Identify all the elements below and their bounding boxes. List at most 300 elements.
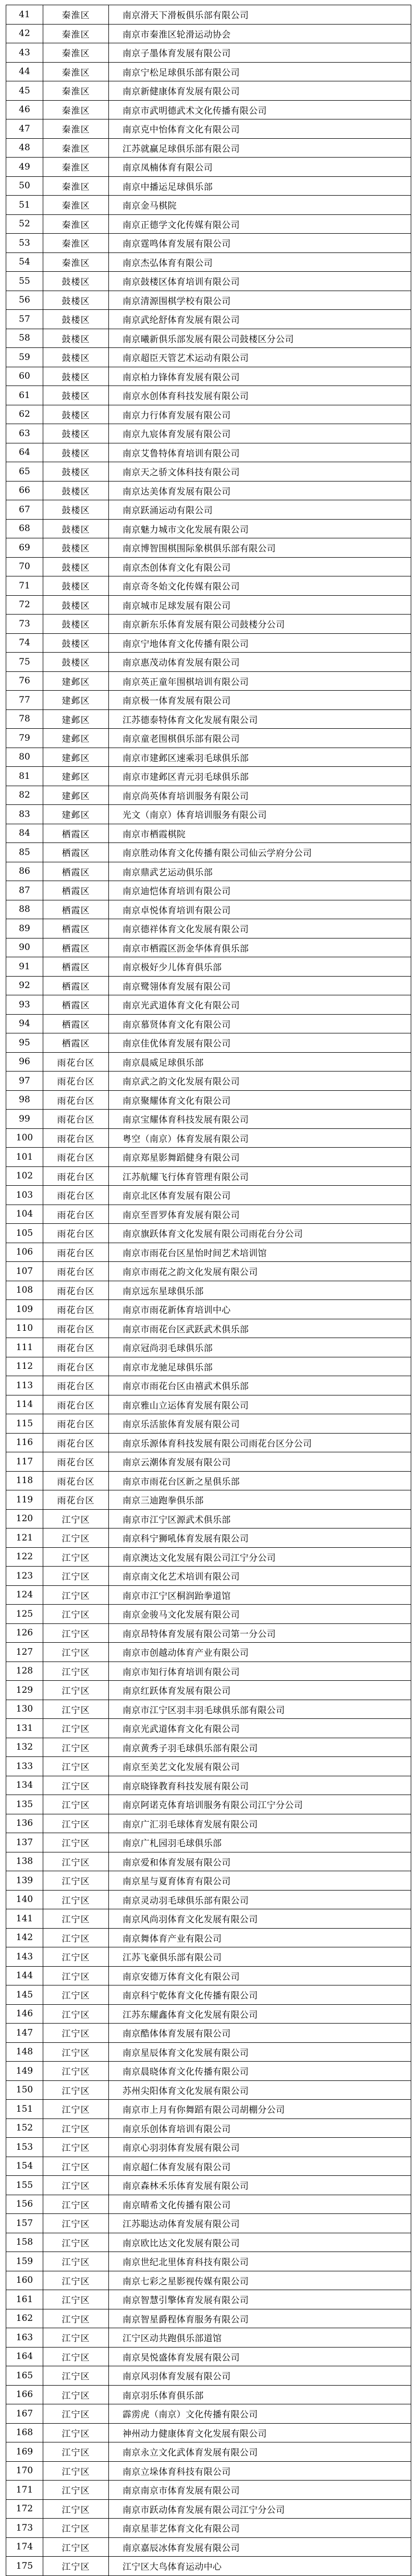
row-number-cell: 90	[6, 938, 43, 957]
table-row	[6, 1852, 411, 1871]
table-row	[6, 557, 411, 576]
row-number-cell: 134	[6, 1776, 43, 1795]
row-number-cell: 51	[6, 196, 43, 215]
district-cell: 雨花台区	[43, 1490, 109, 1510]
district-cell: 江宁区	[43, 2062, 109, 2081]
organization-name-cell: 南京佳优体育发展有限公司	[109, 1033, 411, 1053]
district-cell: 秦淮区	[43, 24, 109, 43]
organization-name-cell: 江苏聪达动体育发展有限公司	[109, 2214, 411, 2233]
row-number-cell: 46	[6, 100, 43, 119]
organization-name-cell: 江苏就赢足球俱乐部有限公司	[109, 138, 411, 158]
district-cell: 鼓楼区	[43, 329, 109, 348]
row-number-cell: 65	[6, 462, 43, 482]
organization-name-cell: 南京武之韵文化发展有限公司	[109, 1072, 411, 1091]
table-row	[6, 2138, 411, 2157]
table-row	[6, 2100, 411, 2119]
row-number-cell: 158	[6, 2233, 43, 2252]
row-number-cell: 128	[6, 1662, 43, 1681]
district-cell: 鼓楼区	[43, 653, 109, 672]
district-cell: 秦淮区	[43, 100, 109, 119]
organization-name-cell: 南京星辰体育文化发展有限公司	[109, 2042, 411, 2062]
table-row	[6, 2481, 411, 2500]
table-row	[6, 1243, 411, 1262]
table-row	[6, 615, 411, 634]
district-cell: 江宁区	[43, 2537, 109, 2557]
table-row	[6, 329, 411, 348]
district-cell: 栖霞区	[43, 919, 109, 938]
table-row	[6, 1585, 411, 1605]
district-cell: 江宁区	[43, 1738, 109, 1757]
district-cell: 鼓楼区	[43, 272, 109, 291]
table-row	[6, 1757, 411, 1776]
row-number-cell: 95	[6, 1033, 43, 1053]
row-number-cell: 105	[6, 1224, 43, 1243]
organization-name-cell: 霹雳虎（南京）文化传播有限公司	[109, 2404, 411, 2424]
row-number-cell: 75	[6, 653, 43, 672]
district-cell: 鼓楼区	[43, 576, 109, 596]
organization-name-cell: 南京新健康体育发展有限公司	[109, 81, 411, 101]
district-cell: 江宁区	[43, 1776, 109, 1795]
table-row	[6, 2233, 411, 2252]
organization-name-cell: 南京天之骄文体科技有限公司	[109, 462, 411, 482]
table-row	[6, 1090, 411, 1110]
organization-name-cell: 南京广札园羽毛球俱乐部	[109, 1833, 411, 1852]
table-row	[6, 1547, 411, 1567]
table-row	[6, 1452, 411, 1472]
organization-name-cell: 南京跃涌运动有限公司	[109, 500, 411, 520]
table-row	[6, 2404, 411, 2424]
organization-name-cell: 南京星与夏育体育有限公司	[109, 1871, 411, 1891]
organization-name-cell: 南京惠茂动体育发展有限公司	[109, 653, 411, 672]
table-row	[6, 2214, 411, 2233]
organization-name-cell: 南京光武道体育文化有限公司	[109, 995, 411, 1015]
organization-name-cell: 江苏东耀鑫体育文化发展有限公司	[109, 2004, 411, 2024]
organization-name-cell: 南京晴希文化传播有限公司	[109, 2195, 411, 2214]
table-row	[6, 786, 411, 805]
district-cell: 江宁区	[43, 1909, 109, 1929]
row-number-cell: 48	[6, 138, 43, 158]
district-cell: 鼓楼区	[43, 405, 109, 424]
row-number-cell: 155	[6, 2176, 43, 2195]
row-number-cell: 136	[6, 1814, 43, 1833]
organization-name-cell: 南京星菲艺体育文化有限公司	[109, 2519, 411, 2538]
table-row	[6, 995, 411, 1015]
row-number-cell: 88	[6, 900, 43, 919]
row-number-cell: 133	[6, 1757, 43, 1776]
district-cell: 雨花台区	[43, 1128, 109, 1148]
table-row	[6, 119, 411, 139]
table-row	[6, 2366, 411, 2386]
district-cell: 雨花台区	[43, 1110, 109, 1129]
organization-name-cell: 南京市龙驰足球俱乐部	[109, 1357, 411, 1376]
table-row	[6, 2537, 411, 2557]
organization-name-cell: 南京曦新俱乐部发展有限公司鼓楼区分公司	[109, 329, 411, 348]
district-cell: 江宁区	[43, 1890, 109, 1909]
table-row	[6, 2557, 411, 2576]
row-number-cell: 127	[6, 1643, 43, 1662]
district-cell: 江宁区	[43, 2519, 109, 2538]
table-row	[6, 1395, 411, 1414]
row-number-cell: 47	[6, 119, 43, 139]
organization-name-cell: 南京市江宁区源武术俱乐部	[109, 1509, 411, 1528]
table-row	[6, 1376, 411, 1395]
row-number-cell: 58	[6, 329, 43, 348]
district-cell: 雨花台区	[43, 1319, 109, 1338]
row-number-cell: 143	[6, 1947, 43, 1967]
organization-name-cell: 南京晨威足球俱乐部	[109, 1052, 411, 1072]
district-cell: 江宁区	[43, 1528, 109, 1548]
organization-name-cell: 南京尚英体育培训服务有限公司	[109, 786, 411, 805]
row-number-cell: 137	[6, 1833, 43, 1852]
table-row	[6, 1205, 411, 1224]
organization-name-cell: 粤空（南京）体育发展有限公司	[109, 1128, 411, 1148]
organization-name-cell: 南京远东星球俱乐部	[109, 1281, 411, 1300]
row-number-cell: 69	[6, 538, 43, 558]
row-number-cell: 59	[6, 348, 43, 367]
district-cell: 鼓楼区	[43, 386, 109, 405]
district-cell: 建邺区	[43, 805, 109, 824]
table-row	[6, 519, 411, 538]
row-number-cell: 111	[6, 1338, 43, 1357]
table-row	[6, 1985, 411, 2005]
row-number-cell: 139	[6, 1871, 43, 1891]
table-row	[6, 196, 411, 215]
table-row	[6, 843, 411, 862]
row-number-cell: 148	[6, 2042, 43, 2062]
row-number-cell: 77	[6, 691, 43, 710]
row-number-cell: 57	[6, 310, 43, 329]
organization-name-cell: 南京黄秀子羽毛球俱乐部有限公司	[109, 1738, 411, 1757]
organization-name-cell: 南京宁地体育文化传播有限公司	[109, 633, 411, 653]
district-cell: 鼓楼区	[43, 291, 109, 310]
organization-name-cell: 江苏飞豪俱乐部有限公司	[109, 1947, 411, 1967]
district-cell: 江宁区	[43, 1643, 109, 1662]
organization-name-cell: 南京风尚羽体育文化发展有限公司	[109, 1909, 411, 1929]
row-number-cell: 162	[6, 2309, 43, 2328]
district-cell: 秦淮区	[43, 81, 109, 101]
row-number-cell: 99	[6, 1110, 43, 1129]
district-cell: 江宁区	[43, 2423, 109, 2442]
row-number-cell: 98	[6, 1090, 43, 1110]
table-row	[6, 1166, 411, 1186]
table-row	[6, 938, 411, 957]
row-number-cell: 81	[6, 767, 43, 786]
row-number-cell: 159	[6, 2252, 43, 2271]
organization-name-cell: 江苏德泰特体育文化发展有限公司	[109, 709, 411, 729]
table-row	[6, 1814, 411, 1833]
district-cell: 江宁区	[43, 2461, 109, 2481]
organization-name-cell: 南京广汇羽毛球体育发展有限公司	[109, 1814, 411, 1833]
organization-name-cell: 南京安德万体育文化有限公司	[109, 1966, 411, 1985]
table-row	[6, 881, 411, 900]
table-row	[6, 81, 411, 101]
table-row	[6, 691, 411, 710]
district-cell: 栖霞区	[43, 1014, 109, 1033]
organization-name-cell: 南京乐创体育培训有限公司	[109, 2118, 411, 2138]
row-number-cell: 150	[6, 2080, 43, 2100]
table-row	[6, 252, 411, 272]
table-row	[6, 1110, 411, 1129]
district-cell: 雨花台区	[43, 1281, 109, 1300]
row-number-cell: 78	[6, 709, 43, 729]
row-number-cell: 52	[6, 214, 43, 234]
table-row	[6, 671, 411, 691]
district-cell: 鼓楼区	[43, 443, 109, 462]
table-row	[6, 576, 411, 596]
district-cell: 建邺区	[43, 729, 109, 748]
district-cell: 鼓楼区	[43, 615, 109, 634]
organization-name-cell: 南京奇冬始文化传媒有限公司	[109, 576, 411, 596]
district-cell: 秦淮区	[43, 196, 109, 215]
district-cell: 江宁区	[43, 2157, 109, 2176]
organization-name-cell: 南京力行体育发展有限公司	[109, 405, 411, 424]
table-row	[6, 1033, 411, 1053]
district-cell: 建邺区	[43, 767, 109, 786]
row-number-cell: 130	[6, 1700, 43, 1719]
district-cell: 江宁区	[43, 2024, 109, 2043]
table-row	[6, 234, 411, 253]
organization-name-cell: 南京魅力城市文化发展有限公司	[109, 519, 411, 538]
table-row	[6, 2157, 411, 2176]
row-number-cell: 132	[6, 1738, 43, 1757]
row-number-cell: 71	[6, 576, 43, 596]
district-cell: 江宁区	[43, 1509, 109, 1528]
table-row	[6, 595, 411, 615]
district-cell: 雨花台区	[43, 1148, 109, 1167]
row-number-cell: 45	[6, 81, 43, 101]
district-cell: 江宁区	[43, 1795, 109, 1814]
organization-name-cell: 南京云潮体育发展有限公司	[109, 1452, 411, 1472]
table-row	[6, 1128, 411, 1148]
district-cell: 江宁区	[43, 2042, 109, 2062]
district-cell: 建邺区	[43, 671, 109, 691]
table-row	[6, 2328, 411, 2348]
organization-name-cell: 南京卓悦体育培训有限公司	[109, 900, 411, 919]
district-cell: 栖霞区	[43, 843, 109, 862]
table-row	[6, 862, 411, 881]
row-number-cell: 161	[6, 2290, 43, 2309]
row-number-cell: 62	[6, 405, 43, 424]
organization-name-cell: 南京正德学文化传媒有限公司	[109, 214, 411, 234]
row-number-cell: 112	[6, 1357, 43, 1376]
table-row	[6, 633, 411, 653]
district-cell: 建邺区	[43, 748, 109, 767]
organization-name-cell: 南京阿诺克体育培训服务有限公司江宁分公司	[109, 1795, 411, 1814]
table-row	[6, 1224, 411, 1243]
row-number-cell: 64	[6, 443, 43, 462]
table-row	[6, 2347, 411, 2366]
row-number-cell: 142	[6, 1928, 43, 1947]
row-number-cell: 61	[6, 386, 43, 405]
organization-name-cell: 南京霆鸣体育发展有限公司	[109, 234, 411, 253]
district-cell: 建邺区	[43, 691, 109, 710]
row-number-cell: 54	[6, 252, 43, 272]
district-cell: 江宁区	[43, 1719, 109, 1738]
table-row	[6, 405, 411, 424]
organization-name-cell: 神州动力健康体育文化发展有限公司	[109, 2423, 411, 2442]
table-row	[6, 1014, 411, 1033]
organization-name-cell: 南京英正童年围棋培训有限公司	[109, 671, 411, 691]
organization-name-cell: 南京澳达文化发展有限公司江宁分公司	[109, 1547, 411, 1567]
organization-name-cell: 南京克中怡体育文化有限公司	[109, 119, 411, 139]
district-cell: 雨花台区	[43, 1072, 109, 1091]
district-cell: 江宁区	[43, 2118, 109, 2138]
district-cell: 江宁区	[43, 1662, 109, 1681]
table-row	[6, 1509, 411, 1528]
organization-name-cell: 南京市雨花之韵文化发展有限公司	[109, 1262, 411, 1281]
district-cell: 雨花台区	[43, 1052, 109, 1072]
organization-name-cell: 南京市秦淮区轮滑运动协会	[109, 24, 411, 43]
table-row	[6, 2290, 411, 2309]
row-number-cell: 55	[6, 272, 43, 291]
district-cell: 鼓楼区	[43, 519, 109, 538]
table-row	[6, 2118, 411, 2138]
district-cell: 鼓楼区	[43, 462, 109, 482]
district-cell: 江宁区	[43, 2385, 109, 2404]
row-number-cell: 168	[6, 2423, 43, 2442]
row-number-cell: 41	[6, 5, 43, 25]
district-cell: 江宁区	[43, 1947, 109, 1967]
row-number-cell: 141	[6, 1909, 43, 1929]
district-cell: 江宁区	[43, 1757, 109, 1776]
district-cell: 江宁区	[43, 1567, 109, 1586]
district-cell: 秦淮区	[43, 43, 109, 63]
district-cell: 雨花台区	[43, 1433, 109, 1452]
district-cell: 江宁区	[43, 2404, 109, 2424]
row-number-cell: 108	[6, 1281, 43, 1300]
district-cell: 江宁区	[43, 2481, 109, 2500]
organization-name-cell: 南京市武明德武术文化传播有限公司	[109, 100, 411, 119]
organization-name-cell: 南京宝耀体育科技发展有限公司	[109, 1110, 411, 1129]
row-number-cell: 153	[6, 2138, 43, 2157]
table-row	[6, 310, 411, 329]
district-cell: 鼓楼区	[43, 310, 109, 329]
table-row	[6, 291, 411, 310]
district-cell: 栖霞区	[43, 900, 109, 919]
row-number-cell: 140	[6, 1890, 43, 1909]
row-number-cell: 163	[6, 2328, 43, 2348]
row-number-cell: 174	[6, 2537, 43, 2557]
organization-table	[6, 5, 411, 2576]
district-cell: 建邺区	[43, 709, 109, 729]
organization-name-cell: 南京市建邺区速乘羽毛球俱乐部	[109, 748, 411, 767]
organization-name-cell: 南京极好少儿体育俱乐部	[109, 957, 411, 977]
organization-name-cell: 南京清源围棋学校有限公司	[109, 291, 411, 310]
organization-name-cell: 南京立垛体育科技有限公司	[109, 2461, 411, 2481]
table-row	[6, 1909, 411, 1929]
district-cell: 江宁区	[43, 2100, 109, 2119]
district-cell: 江宁区	[43, 2328, 109, 2348]
table-row	[6, 1776, 411, 1795]
row-number-cell: 50	[6, 176, 43, 196]
district-cell: 江宁区	[43, 1585, 109, 1605]
row-number-cell: 118	[6, 1471, 43, 1490]
organization-name-cell: 南京子墨体育发展有限公司	[109, 43, 411, 63]
district-cell: 江宁区	[43, 1928, 109, 1947]
table-row	[6, 214, 411, 234]
district-cell: 江宁区	[43, 2233, 109, 2252]
organization-name-cell: 南京舞体育产业有限公司	[109, 1928, 411, 1947]
row-number-cell: 67	[6, 500, 43, 520]
row-number-cell: 103	[6, 1186, 43, 1205]
table-row	[6, 2499, 411, 2519]
table-row	[6, 538, 411, 558]
district-cell: 栖霞区	[43, 881, 109, 900]
row-number-cell: 126	[6, 1623, 43, 1643]
organization-name-cell: 南京市雨花台区由禧武术俱乐部	[109, 1376, 411, 1395]
row-number-cell: 87	[6, 881, 43, 900]
table-body	[6, 5, 411, 2576]
row-number-cell: 73	[6, 615, 43, 634]
row-number-cell: 83	[6, 805, 43, 824]
table-row	[6, 729, 411, 748]
row-number-cell: 106	[6, 1243, 43, 1262]
table-row	[6, 919, 411, 938]
row-number-cell: 123	[6, 1567, 43, 1586]
table-row	[6, 2309, 411, 2328]
organization-name-cell: 南京智慧引擎体育发展有限公司	[109, 2290, 411, 2309]
table-row	[6, 24, 411, 43]
district-cell: 江宁区	[43, 2557, 109, 2576]
organization-name-cell: 南京超仁体育发展有限公司	[109, 2157, 411, 2176]
organization-name-cell: 南京宁松足球俱乐部有限公司	[109, 62, 411, 81]
row-number-cell: 109	[6, 1300, 43, 1319]
organization-name-cell: 南京市跃动体育发展有限公司江宁分公司	[109, 2499, 411, 2519]
table-row	[6, 1338, 411, 1357]
table-row	[6, 1072, 411, 1091]
table-row	[6, 767, 411, 786]
table-row	[6, 481, 411, 500]
district-cell: 鼓楼区	[43, 500, 109, 520]
organization-name-cell: 江苏航耀飞行体育管理有限公司	[109, 1166, 411, 1186]
organization-name-cell: 南京九宸体育发展有限公司	[109, 424, 411, 443]
organization-name-cell: 南京童老围棋俱乐部有限公司	[109, 729, 411, 748]
row-number-cell: 144	[6, 1966, 43, 1985]
district-cell: 栖霞区	[43, 862, 109, 881]
district-cell: 雨花台区	[43, 1338, 109, 1357]
table-row	[6, 1871, 411, 1891]
district-cell: 栖霞区	[43, 957, 109, 977]
organization-name-cell: 南京爱和体育发展有限公司	[109, 1852, 411, 1871]
organization-name-cell: 南京城市足球发展有限公司	[109, 595, 411, 615]
organization-name-cell: 南京鼎武艺运动俱乐部	[109, 862, 411, 881]
table-row	[6, 348, 411, 367]
district-cell: 江宁区	[43, 1814, 109, 1833]
district-cell: 江宁区	[43, 2347, 109, 2366]
row-number-cell: 80	[6, 748, 43, 767]
table-row	[6, 957, 411, 977]
row-number-cell: 173	[6, 2519, 43, 2538]
organization-name-cell: 南京世纪北里体育科技有限公司	[109, 2252, 411, 2271]
table-row	[6, 653, 411, 672]
table-row	[6, 1471, 411, 1490]
organization-name-cell: 南京科宁乾体育文化传播有限公司	[109, 1985, 411, 2005]
district-cell: 鼓楼区	[43, 538, 109, 558]
table-row	[6, 462, 411, 482]
table-row	[6, 1662, 411, 1681]
organization-name-cell: 南京市江宁区羽丰羽毛球俱乐部有限公司	[109, 1700, 411, 1719]
row-number-cell: 154	[6, 2157, 43, 2176]
row-number-cell: 146	[6, 2004, 43, 2024]
organization-name-cell: 南京市建邺区青元羽毛球俱乐部	[109, 767, 411, 786]
district-cell: 鼓楼区	[43, 424, 109, 443]
district-cell: 雨花台区	[43, 1357, 109, 1376]
table-row	[6, 2062, 411, 2081]
row-number-cell: 170	[6, 2461, 43, 2481]
row-number-cell: 82	[6, 786, 43, 805]
organization-name-cell: 南京超臣天管艺术运动有限公司	[109, 348, 411, 367]
district-cell: 秦淮区	[43, 214, 109, 234]
